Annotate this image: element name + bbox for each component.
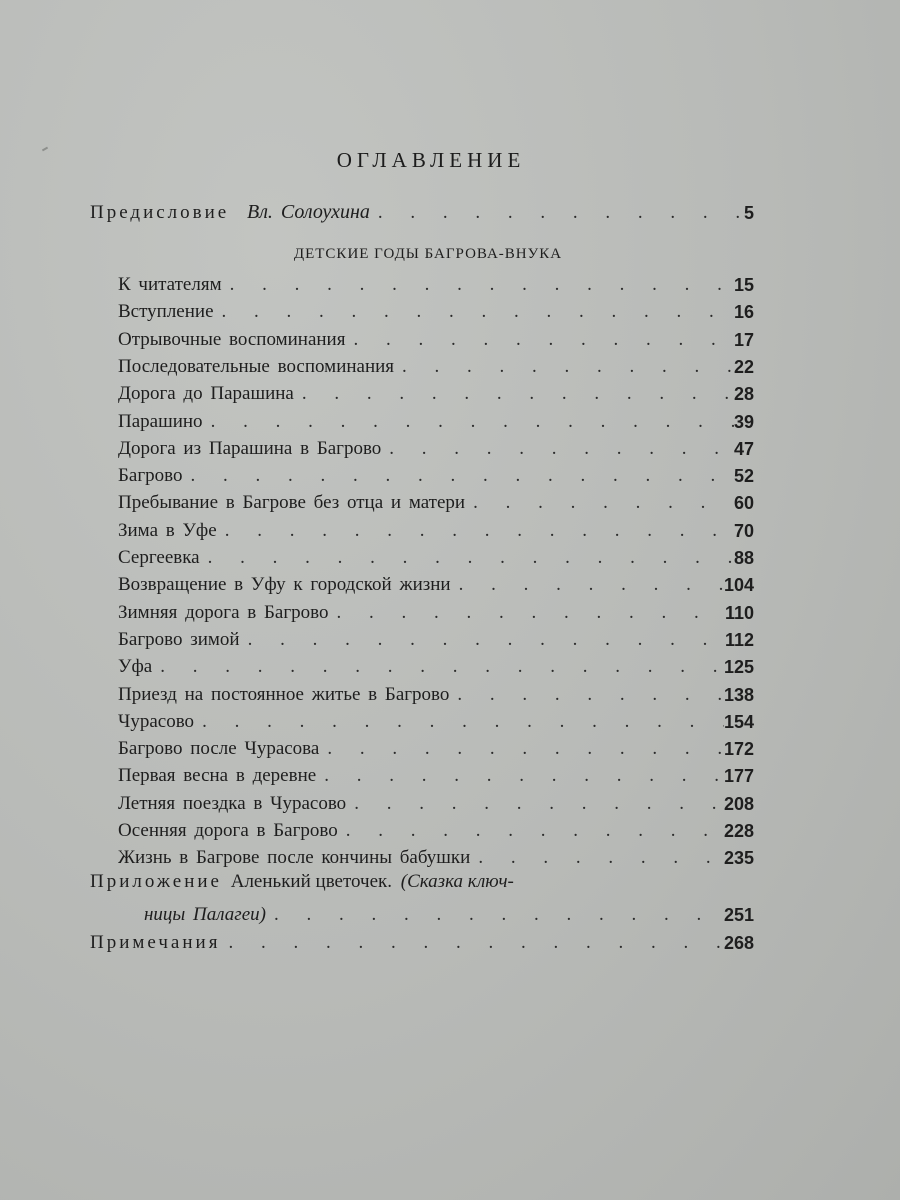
toc-entry-label: Осенняя дорога в Багрово [118, 820, 338, 841]
toc-entry-appendix-line2 [144, 898, 754, 926]
toc-entry-label: Летняя поездка в Чурасово [118, 793, 347, 814]
toc-entry-appendix-line1 [90, 871, 720, 893]
page-number: 39 [733, 412, 754, 432]
toc-entry [118, 732, 754, 760]
leader-dots [338, 820, 724, 842]
leader-dots [381, 438, 734, 460]
toc-entry [118, 705, 754, 733]
toc-entry [118, 678, 754, 706]
appendix-label: Приложение [90, 871, 222, 892]
toc-entry-label: К читателям [118, 274, 222, 295]
section-heading: ДЕТСКИЕ ГОДЫ БАГРОВА-ВНУКА [293, 246, 563, 262]
leader-dots [470, 847, 724, 869]
toc-entry-label: Дорога из Парашина в Багрово [118, 438, 382, 459]
toc-entry [118, 268, 754, 296]
leader-dots [328, 602, 725, 624]
page-title: ОГЛАВЛЕНИЕ [336, 148, 526, 172]
toc-entry-label: Вступление [118, 301, 214, 322]
toc-entry-label: Возвращение в Уфу к городской жизни [118, 574, 451, 595]
toc-entry [118, 323, 754, 351]
page-number: 172 [723, 739, 754, 759]
toc-entry-label: Багрово после Чурасова [118, 738, 320, 759]
appendix-subtitle-part2: ницы Палагеи) [144, 904, 266, 925]
toc-entry-label: Багрово [118, 465, 183, 486]
toc-entry-label: Отрывочные воспоминания [118, 329, 346, 350]
toc-entry-notes [90, 926, 754, 954]
leader-dots [346, 793, 724, 815]
toc-entry [118, 541, 754, 569]
leader-dots [203, 411, 734, 433]
toc-entry [118, 759, 754, 787]
page-number: 28 [733, 384, 754, 404]
page-number: 208 [723, 794, 754, 814]
toc-entry-label: Пребывание в Багрове без отца и матери [118, 492, 466, 513]
toc-entry-label: Багрово зимой [118, 629, 240, 650]
toc-entry [118, 486, 754, 514]
leader-dots [266, 904, 724, 926]
notes-label: Примечания [90, 932, 221, 953]
page-number: 112 [724, 630, 754, 650]
leader-dots [217, 520, 734, 542]
leader-dots [345, 329, 734, 351]
toc-entry [118, 596, 754, 624]
toc-entry [118, 377, 754, 405]
appendix-subtitle-part1: (Сказка ключ- [400, 871, 514, 892]
toc-entry [118, 841, 754, 869]
page-number: 16 [733, 302, 754, 322]
toc-entry [118, 514, 754, 542]
toc-entry-label: Зимняя дорога в Багрово [118, 602, 329, 623]
leader-dots [182, 465, 733, 487]
page-number: 22 [733, 357, 754, 377]
page-number: 125 [723, 657, 754, 677]
leader-dots [152, 656, 724, 678]
toc-entry [118, 787, 754, 815]
leader-dots [214, 301, 734, 323]
leader-dots [370, 202, 744, 224]
preface-label: Предисловие [90, 202, 230, 223]
toc-entry [118, 459, 754, 487]
leader-dots [394, 356, 734, 378]
page-number: 177 [723, 766, 754, 786]
page-number: 70 [733, 521, 754, 541]
leader-dots [200, 547, 734, 569]
toc-entry [118, 814, 754, 842]
toc-entry-label: Жизнь в Багрове после кончины бабушки [118, 847, 471, 868]
leader-dots [319, 738, 724, 760]
leader-dots [194, 711, 724, 733]
toc-entry-label: Зима в Уфе [118, 520, 217, 541]
leader-dots [220, 932, 724, 954]
toc-entry-label: Первая весна в деревне [118, 765, 317, 786]
leader-dots [294, 383, 734, 405]
toc-entry [118, 650, 754, 678]
page-number: 5 [743, 203, 754, 223]
page-number: 251 [723, 905, 754, 925]
page-number: 88 [733, 548, 754, 568]
toc-entry-label: Уфа [118, 656, 153, 677]
page-number: 15 [733, 275, 754, 295]
page-number: 235 [723, 848, 754, 868]
toc-entry [118, 623, 754, 651]
page-number: 60 [733, 493, 754, 513]
page-number: 110 [724, 603, 754, 623]
leader-dots [449, 684, 724, 706]
page-number: 228 [723, 821, 754, 841]
toc-entry [118, 568, 754, 596]
page-number: 52 [733, 466, 754, 486]
leader-dots [451, 574, 724, 596]
page-number: 17 [733, 330, 754, 350]
toc-entry-label: Парашино [118, 411, 203, 432]
page-number: 268 [723, 933, 754, 953]
leader-dots [465, 492, 734, 514]
toc-entry [118, 432, 754, 460]
preface-author: Вл. Солоухина [246, 201, 370, 223]
toc-entry-label: Последовательные воспоминания [118, 356, 395, 377]
leader-dots [222, 274, 734, 296]
page-number: 104 [723, 575, 754, 595]
leader-dots [316, 765, 724, 787]
page-number: 138 [723, 685, 754, 705]
page-number: 47 [733, 439, 754, 459]
page-number: 154 [723, 712, 754, 732]
appendix-title: Аленький цветочек. [230, 871, 393, 892]
toc-entry [118, 295, 754, 323]
toc-entry-label: Дорога до Парашина [118, 383, 294, 404]
toc-entry-preface [90, 196, 754, 224]
toc-entry [118, 350, 754, 378]
toc-entry-label: Чурасово [118, 711, 195, 732]
toc-entry [118, 405, 754, 433]
toc-entry-label: Приезд на постоянное житье в Багрово [118, 684, 450, 705]
toc-entry-label: Сергеевка [118, 547, 200, 568]
leader-dots [240, 629, 725, 651]
